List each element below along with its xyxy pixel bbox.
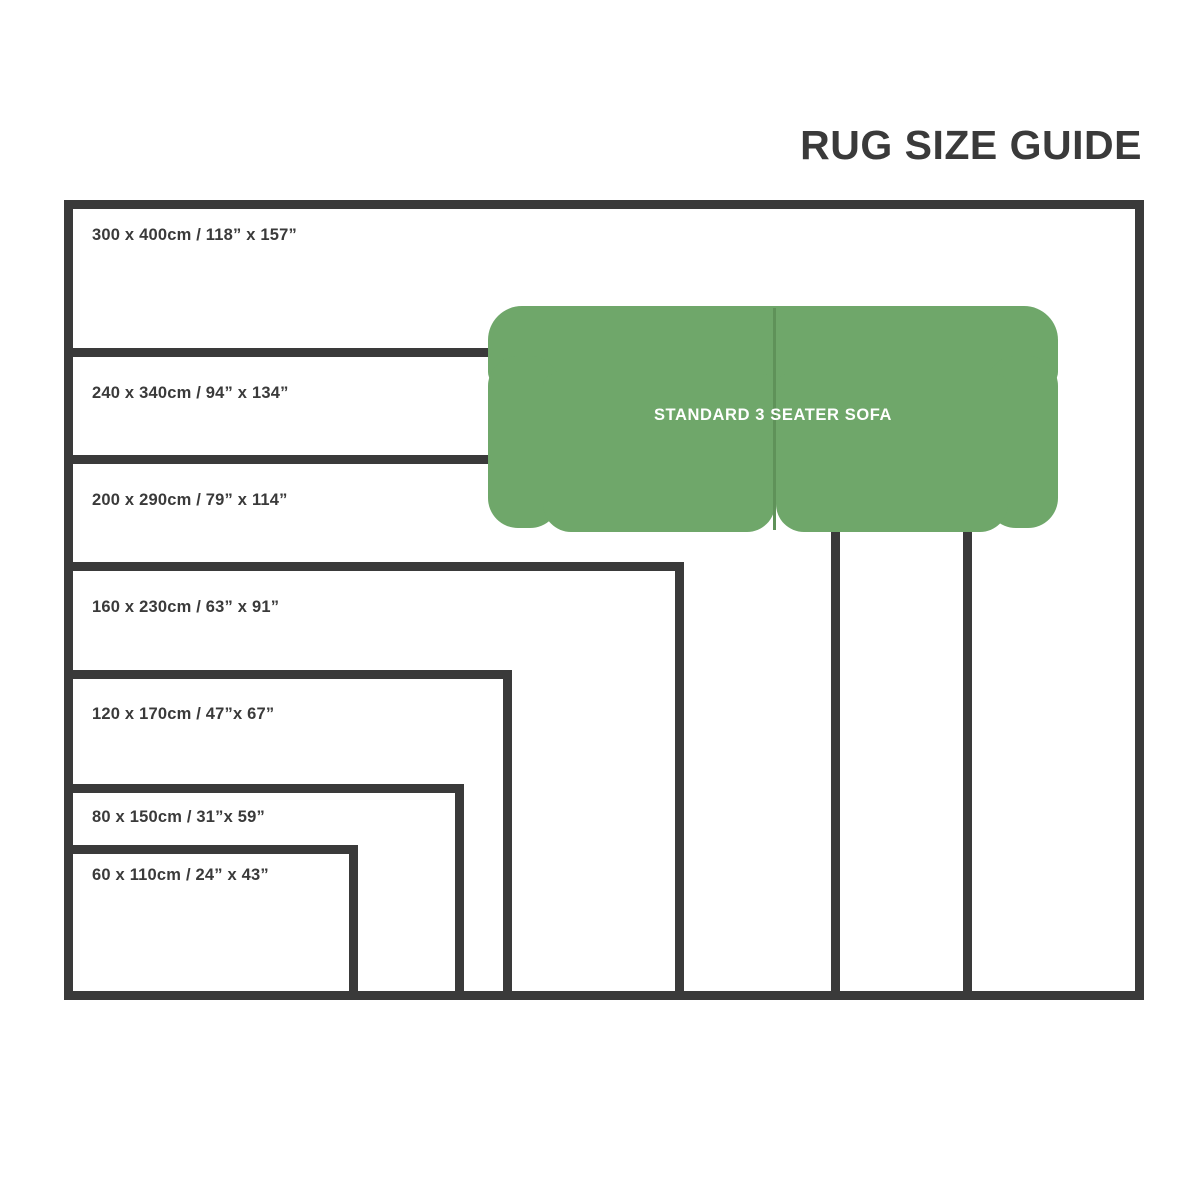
sofa-seat-left	[543, 374, 775, 532]
sofa-seat-right	[776, 374, 1008, 532]
rug-label-80x150: 80 x 150cm / 31”x 59”	[92, 808, 265, 826]
rug-label-240x340: 240 x 340cm / 94” x 134”	[92, 384, 289, 402]
rug-label-200x290: 200 x 290cm / 79” x 114”	[92, 491, 288, 509]
page-title: RUG SIZE GUIDE	[800, 122, 1142, 168]
sofa-illustration	[488, 296, 1058, 536]
rug-label-160x230: 160 x 230cm / 63” x 91”	[92, 598, 280, 616]
rug-label-300x400: 300 x 400cm / 118” x 157”	[92, 226, 297, 244]
rug-label-60x110: 60 x 110cm / 24” x 43”	[92, 866, 269, 884]
sofa-label: STANDARD 3 SEATER SOFA	[653, 406, 893, 424]
rug-label-120x170: 120 x 170cm / 47”x 67”	[92, 705, 275, 723]
